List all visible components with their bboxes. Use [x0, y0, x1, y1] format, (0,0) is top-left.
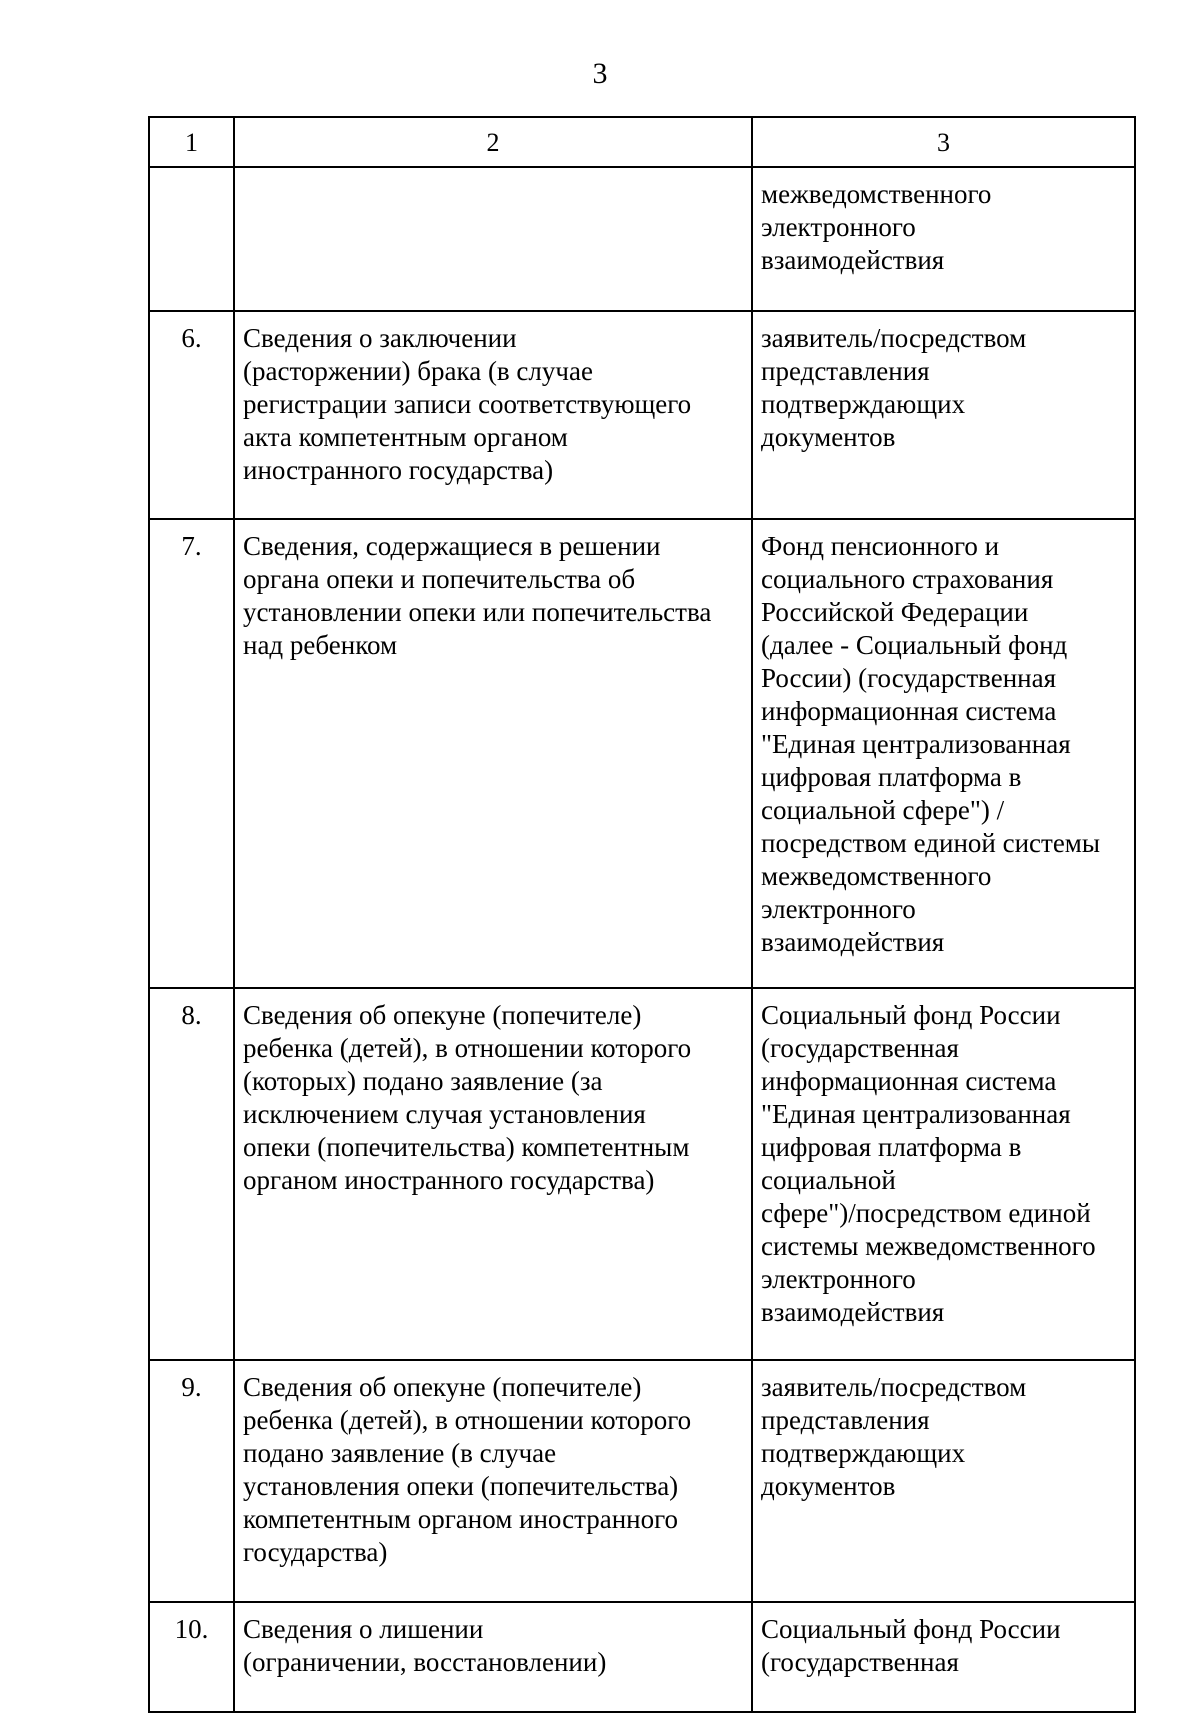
row-number: 8. [149, 988, 234, 1360]
table-header-row [149, 117, 1135, 167]
row-source: Фонд пенсионного и социального страхования Российской Федерации (далее - Социальный фонд России) (государственная информационная система "Единая централизованная цифровая платформа в социальной сфере") / посредством единой системы межведомственного электронного взаимодействия [752, 519, 1135, 988]
row-info [234, 167, 752, 311]
page-number: 3 [592, 57, 608, 90]
row-source: Социальный фонд России (государственная информационная система "Единая централизованная цифровая платформа в социальной сфере")/посредством единой системы межведомственного электронного взаимодействия [752, 988, 1135, 1360]
row-source: межведомственного электронного взаимодействия [752, 167, 1135, 311]
row-info: Сведения о заключении (расторжении) брака (в случае регистрации записи соответствующего акта компетентным органом иностранного государства) [234, 311, 752, 519]
row-source: заявитель/посредством представления подтверждающих документов [752, 1360, 1135, 1602]
table-row [149, 311, 1135, 519]
table-row [149, 519, 1135, 988]
row-info: Сведения об опекуне (попечителе) ребенка (детей), в отношении которого подано заявление (в случае установления опеки (попечительства) компетентным органом иностранного государства) [234, 1360, 752, 1602]
row-source: Социальный фонд России (государственная [752, 1602, 1135, 1712]
row-source: заявитель/посредством представления подтверждающих документов [752, 311, 1135, 519]
row-info: Сведения, содержащиеся в решении органа опеки и попечительства об установлении опеки или попечительства над ребенком [234, 519, 752, 988]
table-row [149, 1360, 1135, 1602]
row-info: Сведения об опекуне (попечителе) ребенка (детей), в отношении которого (которых) подано заявление (за исключением случая установления опеки (попечительства) компетентным органом иностранного государства) [234, 988, 752, 1360]
table-row [149, 988, 1135, 1360]
header-cell-col3: 3 [752, 117, 1135, 167]
data-table [148, 116, 1136, 1713]
row-number: 7. [149, 519, 234, 988]
row-info: Сведения о лишении (ограничении, восстановлении) [234, 1602, 752, 1712]
row-number: 10. [149, 1602, 234, 1712]
row-number [149, 167, 234, 311]
header-cell-col2: 2 [234, 117, 752, 167]
row-number: 6. [149, 311, 234, 519]
table-row [149, 167, 1135, 311]
row-number: 9. [149, 1360, 234, 1602]
header-cell-col1: 1 [149, 117, 234, 167]
